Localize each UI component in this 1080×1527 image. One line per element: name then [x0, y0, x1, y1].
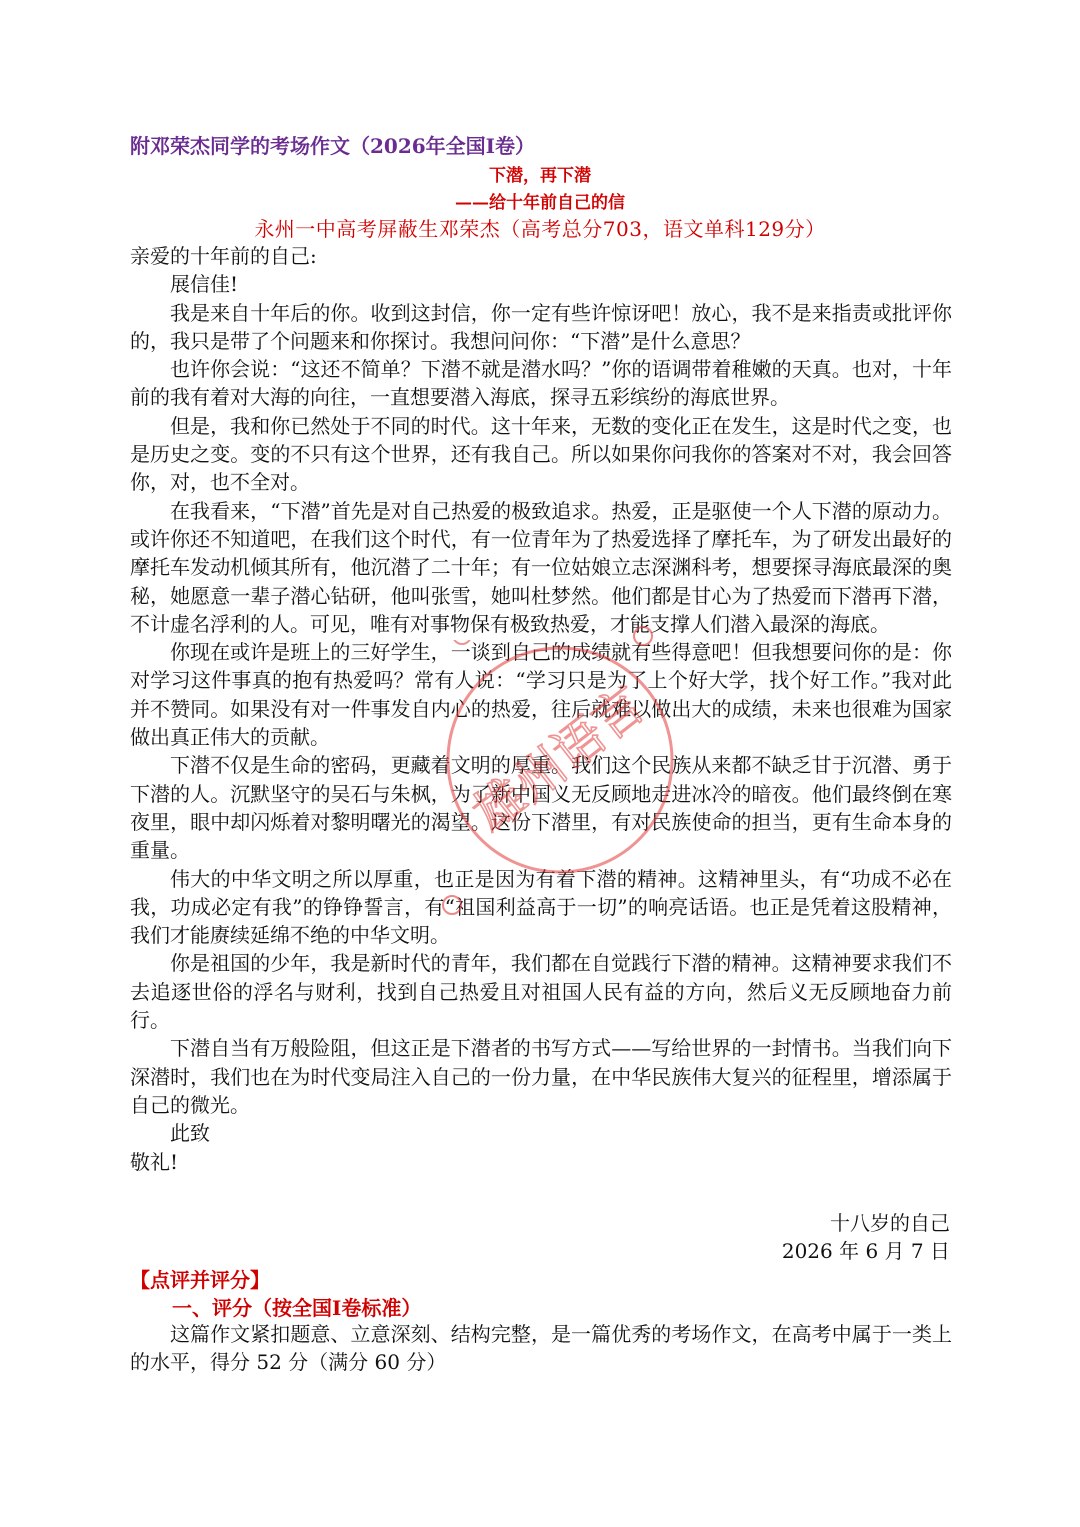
letter-salute: 敬礼!	[130, 1149, 179, 1174]
letter-paragraph: 伟大的中华文明之所以厚重，也正是因为有着下潜的精神。这精神里头，有“功成不必在我，功成必定有我”的铮铮誓言，有“祖国利益高于一切”的响亮话语。也正是凭着这股精神，我们才能赓续延绵不绝的中华文明。	[130, 866, 952, 948]
letter-paragraph: 在我看来，“下潜”首先是对自己热爱的极致追求。热爱，正是驱使一个人下潜的原动力。或许你还不知道吧，在我们这个时代，有一位青年为了热爱选择了摩托车，为了研发出最好的摩托车发动机倾其所有，他沉潜了二十年；有一位姑娘立志深渊科考，想要探寻海底最深的奥秘，她愿意一辈子潜心钻研，他叫张雪，她叫杜梦然。他们都是甘心为了热爱而下潜再下潜，不计虚名浮利的人。可见，唯有对事物保有极致热爱，才能支撑人们潜入最深的海底。	[130, 498, 952, 636]
letter-paragraph: 也许你会说：“这还不简单？下潜不就是潜水吗？”你的语调带着稚嫩的天真。也对，十年前的我有着对大海的向往，一直想要潜入海底，探寻五彩缤纷的海底世界。	[130, 357, 952, 410]
letter-closing: 此致	[170, 1121, 210, 1146]
letter-signature: 十八岁的自己	[830, 1211, 950, 1235]
essay-subtitle: ——给十年前自己的信	[455, 193, 625, 213]
review-subheading: 一、评分（按全国Ⅰ卷标准）	[172, 1296, 422, 1320]
letter-greeting: 展信佳!	[170, 272, 239, 297]
letter-paragraph: 下潜自当有万般险阻，但这正是下潜者的书写方式——写给世界的一封情书。当我们向下深潜时，我们也在为时代变局注入自己的一份力量，在中华民族伟大复兴的征程里，增添属于自己的微光。	[130, 1036, 952, 1117]
document-heading: 附邓荣杰同学的考场作文（2026年全国Ⅰ卷）	[130, 134, 536, 158]
essay-title: 下潜，再下潜	[489, 166, 591, 186]
letter-paragraph: 你现在或许是班上的三好学生，一谈到自己的成绩就有些得意吧！但我想要问你的是：你对学习这件事真的抱有热爱吗？常有人说：“学习只是为了上个好大学，找个好工作。”我对此并不赞同。如果没有对一件事发自内心的热爱，往后就难以做出大的成绩，未来也很难为国家做出真正伟大的贡献。	[130, 640, 952, 750]
review-heading: 【点评并评分】	[130, 1268, 270, 1292]
letter-paragraph: 但是，我和你已然处于不同的时代。这十年来，无数的变化正在发生，这是时代之变，也是历史之变。变的不只有这个世界，还有我自己。所以如果你问我你的答案对不对，我会回答你，对，也不全对。	[130, 413, 952, 495]
letter-salutation: 亲爱的十年前的自己:	[130, 244, 317, 268]
review-text: 这篇作文紧扣题意、立意深刻、结构完整，是一篇优秀的考场作文，在高考中属于一类上的水平，得分 52 分（满分 60 分）	[130, 1322, 952, 1375]
author-byline: 永州一中高考屏蔽生邓荣杰（高考总分703，语文单科129分）	[254, 217, 826, 241]
letter-paragraph: 下潜不仅是生命的密码，更藏着文明的厚重。我们这个民族从来都不缺乏甘于沉潜、勇于下潜的人。沉默坚守的吴石与朱枫，为了新中国义无反顾地走进冰冷的暗夜。他们最终倒在寒夜里，眼中却闪烁着对黎明曙光的渴望。这份下潜里，有对民族使命的担当，更有生命本身的重量。	[130, 753, 952, 863]
stamp-text: 雄州语言	[462, 674, 657, 844]
letter-date: 2026 年 6 月 7 日	[781, 1239, 950, 1263]
letter-paragraph: 你是祖国的少年，我是新时代的青年，我们都在自觉践行下潜的精神。这精神要求我们不去追逐世俗的浮名与财利，找到自己热爱且对祖国人民有益的方向，然后义无反顾地奋力前行。	[130, 951, 952, 1033]
letter-body	[130, 242, 952, 1176]
letter-paragraph: 我是来自十年后的你。收到这封信，你一定有些许惊讶吧！放心，我不是来指责或批评你的，我只是带了个问题来和你探讨。我想问问你：“下潜”是什么意思？	[130, 300, 952, 353]
